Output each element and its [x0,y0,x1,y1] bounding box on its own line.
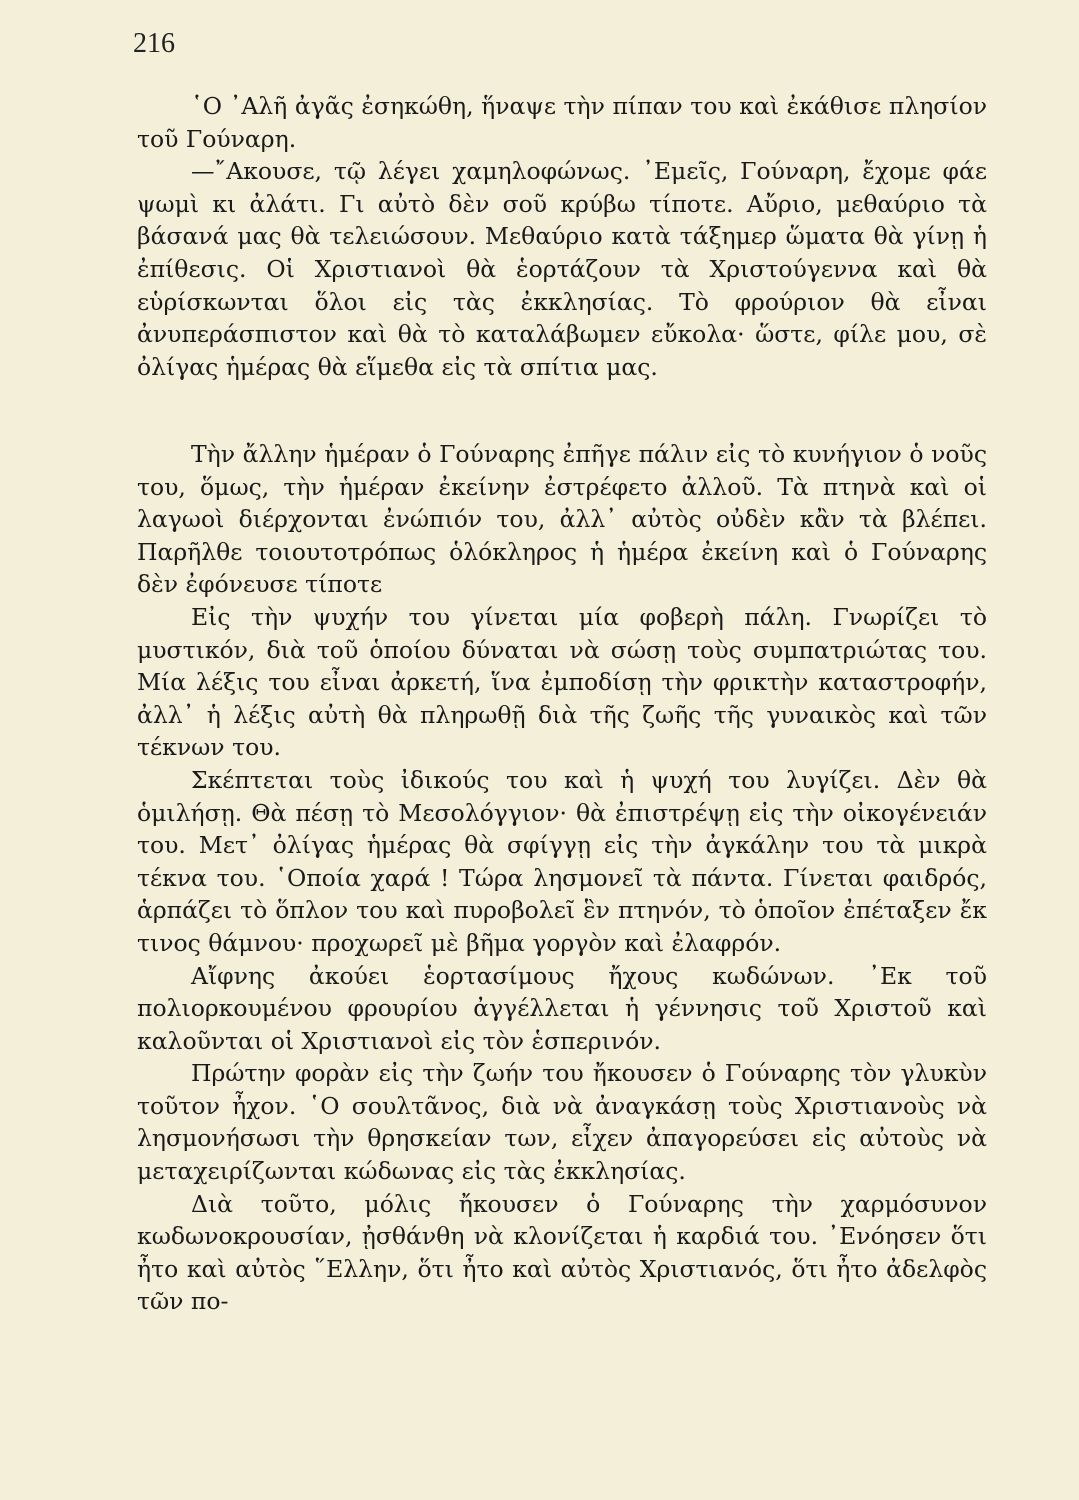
paragraph: ῾Ο ᾿Αλῆ ἀγᾶς ἐσηκώθη, ἥναψε τὴν πίπαν του καὶ ἐκάθισε πλησίον τοῦ Γούναρη. [137,92,987,153]
paragraph: —῎Ακουσε, τῷ λέγει χαμηλοφώνως. ᾿Εμεῖς, Γούναρη, ἔχομε φάε ψωμὶ κι ἀλάτι. Γι αὐτὸ δὲν σοῦ κρύβω τίποτε. Αὔριο, μεθαύριο τὰ βάσανά μας θὰ τελειώσουν. Μεθαύριο κατὰ τάξημερ ὥματα θὰ γίνῃ ἡ ἐπίθεσις. Οἱ Χριστιανοὶ θὰ ἑορτάζουν τὰ Χριστούγεννα καὶ θὰ εὑρίσκωνται ὅλοι εἰς τὰς ἐκκλησίας. Τὸ φρούριον θὰ εἶναι ἀνυπεράσπιστον καὶ θὰ τὸ καταλάβωμεν εὔκολα· ὥστε, φίλε μου, σὲ ὀλίγας ἡμέρας θὰ εἵμεθα εἰς τὰ σπίτια μας. [137,157,987,381]
narrative-section [137,438,987,1318]
paragraph: Διὰ τοῦτο, μόλις ἤκουσεν ὁ Γούναρης τὴν χαρμόσυνον κωδωνοκρουσίαν, ᾐσθάνθη νὰ κλονίζεται ἡ καρδιά του. ᾿Ενόησεν ὅτι ἦτο καὶ αὐτὸς ῞Ελλην, ὅτι ἦτο καὶ αὐτὸς Χριστιανός, ὅτι ἦτο ἀδελφὸς τῶν πο- [137,1189,987,1316]
paragraph: Τὴν ἄλλην ἡμέραν ὁ Γούναρης ἐπῆγε πάλιν εἰς τὸ κυνήγιον ὁ νοῦς του, ὅμως, τὴν ἡμέραν ἐκείνην ἐστρέφετο ἀλλοῦ. Τὰ πτηνὰ καὶ οἱ λαγωοὶ διέρχονται ἐνώπιόν του, ἀλλ᾿ αὐτὸς οὐδὲν κἂν τὰ βλέπει. Παρῆλθε τοιουτοτρόπως ὁλόκληρος ἡ ἡμέρα ἐκείνη καὶ ὁ Γούναρης δὲν ἐφόνευσε τίποτε [137,440,987,599]
paragraph: Πρώτην φορὰν εἰς τὴν ζωήν του ἤκουσεν ὁ Γούναρης τὸν γλυκὺν τοῦτον ἦχον. ῾Ο σουλτᾶνος, διὰ νὰ ἀναγκάσῃ τοὺς Χριστιανοὺς νὰ λησμονήσωσι τὴν θρησκείαν των, εἶχεν ἀπαγορεύσει εἰς αὐτοὺς νὰ μεταχειρίζωνται κώδωνας εἰς τὰς ἐκκλησίας. [137,1059,987,1186]
paragraph: Σκέπτεται τοὺς ἰδικούς του καὶ ἡ ψυχή του λυγίζει. Δὲν θὰ ὁμιλήσῃ. Θὰ πέσῃ τὸ Μεσολόγγιον· θὰ ἐπιστρέψῃ εἰς τὴν οἰκογένειάν του. Μετ᾿ ὀλίγας ἡμέρας θὰ σφίγγῃ εἰς τὴν ἀγκάλην του τὰ μικρὰ τέκνα του. ῾Οποία χαρά ! Τώρα λησμονεῖ τὰ πάντα. Γίνεται φαιδρός, ἁρπάζει τὸ ὅπλον του καὶ πυροβολεῖ ἓν πτηνόν, τὸ ὁποῖον ἐπέταξεν ἔκ τινος θάμνου· προχωρεῖ μὲ βῆμα γοργὸν καὶ ἐλαφρόν. [137,765,987,957]
paragraph: Αἴφνης ἀκούει ἑορτασίμους ἤχους κωδώνων. ᾿Εκ τοῦ πολιορκουμένου φρουρίου ἀγγέλλεται ἡ γέννησις τοῦ Χριστοῦ καὶ καλοῦνται οἱ Χριστιανοὶ εἰς τὸν ἑσπερινόν. [137,961,987,1055]
dialogue-section [137,90,987,383]
paragraph: Εἰς τὴν ψυχήν του γίνεται μία φοβερὴ πάλη. Γνωρίζει τὸ μυστικόν, διὰ τοῦ ὁποίου δύναται νὰ σώσῃ τοὺς συμπατριώτας του. Μία λέξις του εἶναι ἀρκετή, ἵνα ἐμποδίσῃ τὴν φρικτὴν καταστροφήν, ἀλλ᾿ ἡ λέξις αὐτὴ θὰ πληρωθῇ διὰ τῆς ζωῆς τῆς γυναικὸς καὶ τῶν τέκνων του. [137,602,987,762]
page-number: 216 [133,28,175,59]
